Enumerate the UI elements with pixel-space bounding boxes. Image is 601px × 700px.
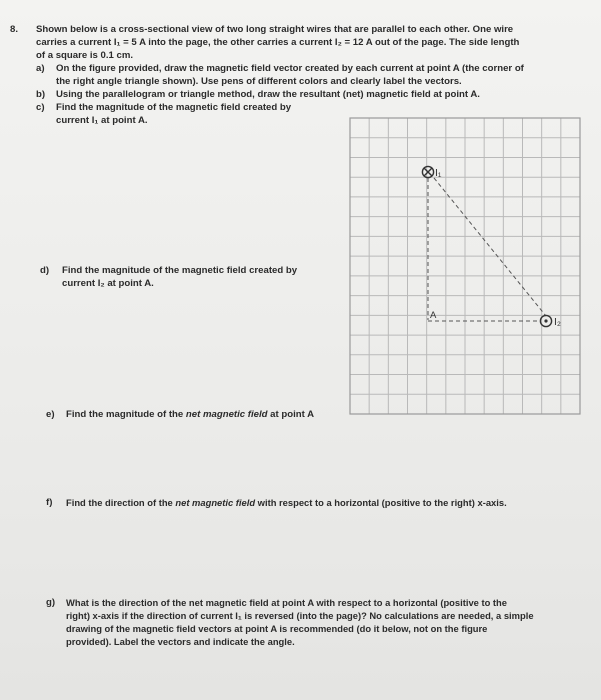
part-f-suffix: with respect to a horizontal (positive to the right) x-axis. [255,497,507,508]
intro-line-2: carries a current I₁ = 5 A into the page, the other carries a current I₂ = 12 A out of the page. The side length [36,37,520,48]
part-g-line-2: right) x-axis if the direction of current I₁ is reversed (into the page)? No calculations are needed, a simple [66,610,534,621]
part-f-prefix: Find the direction of the [66,497,176,508]
part-e-suffix: at point A [267,409,315,420]
wire-1-into-page-icon [422,166,433,177]
part-e-prefix: Find the magnitude of the [66,409,186,420]
part-g-line-4: provided). Label the vectors and indicate the angle. [66,636,295,647]
part-a-label: a) [36,63,45,74]
part-g-line-3: drawing of the magnetic field vectors at point A is recommended (do it below, not on the figure [66,623,488,634]
part-a-line-1: On the figure provided, draw the magnetic field vector created by each current at point A (the corner of [56,63,524,74]
intro-line-3: of a square is 0.1 cm. [36,50,134,61]
part-f-italic: net magnetic field [175,497,256,508]
part-c-label: c) [36,102,45,113]
point-a-label: A [430,310,437,321]
part-g-line-1: What is the direction of the net magnetic field at point A with respect to a horizontal (positive to the [66,597,507,608]
part-g-label: g) [46,597,56,608]
part-b-line-1: Using the parallelogram or triangle method, draw the resultant (net) magnetic field at point A. [56,89,480,100]
part-d-line-2: current I₂ at point A. [62,278,154,289]
wire-2-label: I₂ [554,316,561,328]
part-c-line-2: current I₁ at point A. [56,115,148,126]
wire-1-label: I₁ [435,167,442,179]
part-d-line-1: Find the magnitude of the magnetic field created by [62,265,298,276]
problem-number: 8. [10,24,19,35]
part-b-label: b) [36,89,46,100]
part-a-line-2: the right angle triangle shown). Use pens of different colors and clearly label the vectors. [56,76,462,87]
part-e-italic: net magnetic field [185,409,268,420]
intro-line-1: Shown below is a cross-sectional view of two long straight wires that are parallel to each other. One wire [36,24,514,35]
part-d-label: d) [40,265,50,276]
grid-lines [350,118,580,414]
part-f-label: f) [46,497,53,508]
part-e-label: e) [46,409,55,420]
part-c-line-1: Find the magnitude of the magnetic field created by [56,102,292,113]
